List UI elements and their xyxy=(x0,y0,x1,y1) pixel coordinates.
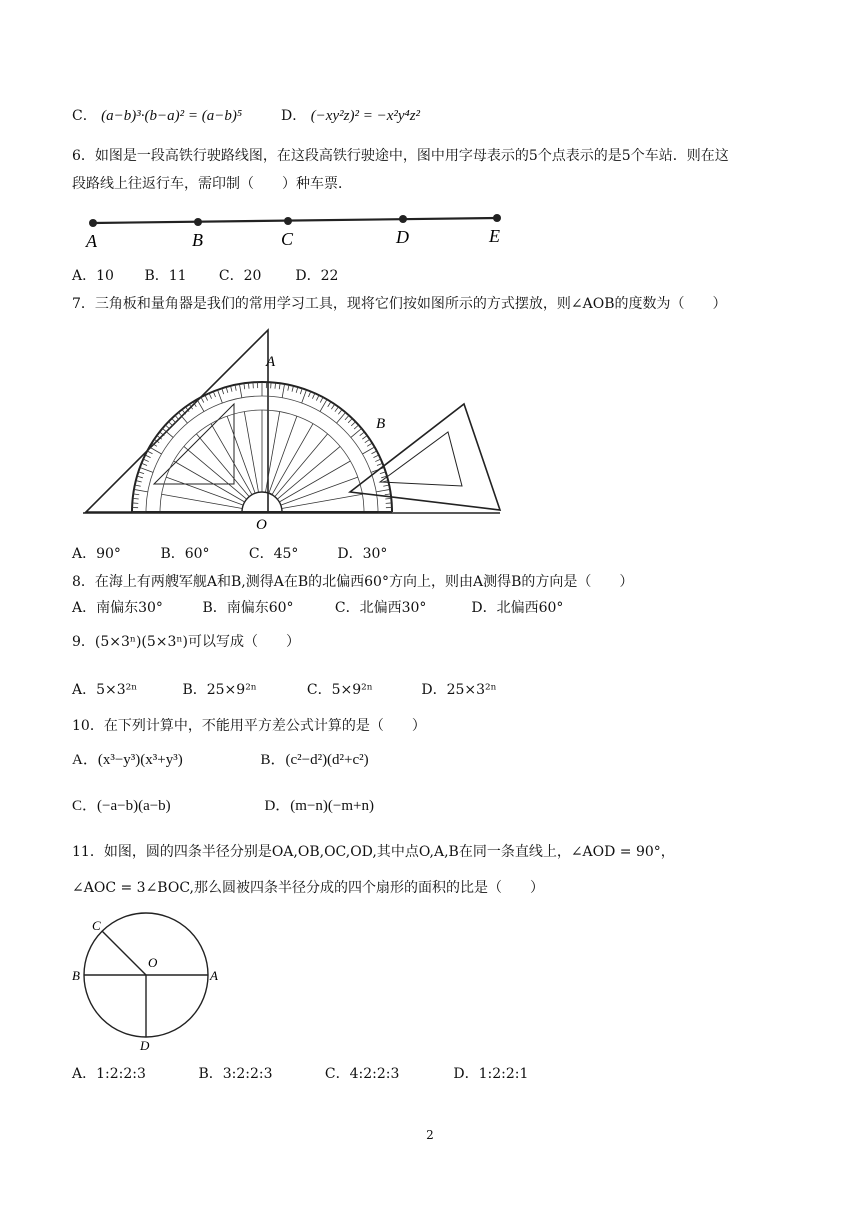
protractor-tick xyxy=(172,418,176,422)
q8-option-c[interactable]: C．北偏西30° xyxy=(334,600,427,616)
radius-oc xyxy=(102,931,146,975)
q6-option-c[interactable]: C．20 xyxy=(218,268,262,284)
protractor-triangle-figure xyxy=(80,322,510,534)
protractor-tick xyxy=(312,393,314,398)
q11-option-b[interactable]: B．3:2:2:3 xyxy=(198,1066,273,1082)
set-square-left xyxy=(86,330,268,512)
protractor-ray xyxy=(277,446,340,499)
protractor-ray xyxy=(279,461,350,502)
protractor-ray xyxy=(269,416,297,493)
q11-option-d[interactable]: D．1:2:2:1 xyxy=(453,1066,529,1082)
protractor-tick xyxy=(201,397,204,402)
set-square-left-inner xyxy=(154,404,234,484)
q11-option-c[interactable]: C．4:2:2:3 xyxy=(324,1066,400,1082)
protractor-tick xyxy=(337,412,346,423)
q6-option-b[interactable]: B．11 xyxy=(144,268,187,284)
protractor-tick xyxy=(138,472,144,474)
station-e-dot xyxy=(493,214,501,222)
protractor-tick xyxy=(226,387,228,393)
protractor-ray xyxy=(166,477,243,505)
option-c-label: C． xyxy=(72,108,97,124)
protractor-tick xyxy=(376,489,390,491)
point-o-label: O xyxy=(256,517,267,533)
q6-text-line2: 段路线上往返行车，需印制（ ）种车票． xyxy=(72,176,352,192)
protractor-tick xyxy=(351,428,362,437)
protractor-tick xyxy=(147,451,152,454)
q9-option-d[interactable]: D．25×3²ⁿ xyxy=(421,682,497,698)
q10-option-a[interactable]: A．(x³−y³)(x³+y³) xyxy=(72,752,183,768)
protractor-tick xyxy=(231,386,232,392)
option-d-expression: (−xy²z)² = −x²y⁴z² xyxy=(310,108,421,124)
protractor-tick xyxy=(175,415,179,419)
point-d-label: D xyxy=(140,1038,150,1053)
station-d-dot xyxy=(399,215,407,223)
station-e-label: E xyxy=(489,226,500,246)
protractor-tick xyxy=(135,485,141,486)
protractor-ray xyxy=(196,434,249,497)
protractor-tick xyxy=(209,393,211,398)
q6-option-a[interactable]: A．10 xyxy=(72,268,114,284)
protractor-tick xyxy=(292,386,293,392)
protractor-ray xyxy=(281,477,358,505)
protractor-tick xyxy=(143,459,148,461)
q8-option-a[interactable]: A．南偏东30° xyxy=(72,600,163,616)
point-b-label: B xyxy=(72,968,80,983)
protractor-ray xyxy=(162,494,243,508)
protractor-rays xyxy=(162,410,363,509)
protractor-ray xyxy=(282,494,363,508)
protractor-tick xyxy=(377,463,383,465)
q9-option-c[interactable]: C．5×9²ⁿ xyxy=(306,682,373,698)
protractor-ray xyxy=(184,446,247,499)
protractor-tick xyxy=(145,455,150,458)
q8-option-b[interactable]: B．南偏东60° xyxy=(202,600,294,616)
protractor-tick xyxy=(365,439,370,442)
protractor-tick xyxy=(308,391,310,397)
protractor-tick xyxy=(331,404,334,409)
q9-option-a[interactable]: A．5×3²ⁿ xyxy=(72,682,138,698)
protractor-tick xyxy=(165,425,169,429)
protractor-tick xyxy=(136,481,142,482)
protractor-tick xyxy=(354,425,358,429)
q6-options xyxy=(72,266,338,286)
protractor-tick xyxy=(367,443,372,446)
protractor-tick xyxy=(282,384,284,398)
circle-sectors-figure xyxy=(66,912,226,1056)
protractor-tick xyxy=(222,388,224,394)
protractor-tick xyxy=(348,418,352,422)
station-a-dot xyxy=(89,219,97,227)
q10-options-row2 xyxy=(72,796,374,816)
protractor-tick xyxy=(380,472,386,474)
station-c-dot xyxy=(284,217,292,225)
q9-text: 9．(5×3ⁿ)(5×3ⁿ)可以写成（ ） xyxy=(72,634,300,650)
q8-options xyxy=(72,598,563,618)
protractor-tick xyxy=(239,384,241,398)
q6-text-line1: 6．如图是一段高铁行驶路线图，在这段高铁行驶途中，图中用字母表示的5个点表示的是5个车站．则在这 xyxy=(72,148,729,164)
point-b-label: B xyxy=(376,416,386,432)
protractor-tick xyxy=(235,385,236,391)
protractor-tick xyxy=(338,410,342,415)
q10-options-row1 xyxy=(72,750,369,770)
q11-option-a[interactable]: A．1:2:2:3 xyxy=(72,1066,146,1082)
q6-option-d[interactable]: D．22 xyxy=(295,268,339,284)
protractor-tick xyxy=(360,432,365,436)
protractor-tick xyxy=(140,468,153,473)
protractor-tick xyxy=(141,463,147,465)
protractor-ray xyxy=(272,424,313,495)
protractor-ray xyxy=(275,434,328,497)
q9-option-b[interactable]: B．25×9²ⁿ xyxy=(182,682,257,698)
station-b-label: B xyxy=(192,230,203,250)
q11-text-line2: ∠AOC = 3∠BOC,那么圆被四条半径分成的四个扇形的面积的比是（ ） xyxy=(72,880,544,896)
q7-option-c[interactable]: C．45° xyxy=(248,546,299,562)
protractor-tick xyxy=(328,402,331,407)
q10-text: 10．在下列计算中，不能用平方差公式计算的是（ ） xyxy=(72,718,426,734)
station-b-dot xyxy=(194,218,202,226)
q8-text: 8．在海上有两艘军舰A和B,测得A在B的北偏西60°方向上，则由A测得B的方向是（ ） xyxy=(72,574,634,590)
protractor-tick xyxy=(375,459,380,461)
point-o-label: O xyxy=(148,955,158,970)
protractor-tick xyxy=(320,397,323,402)
protractor-tick xyxy=(300,388,302,394)
railway-line xyxy=(93,218,497,223)
protractor-tick xyxy=(362,436,367,440)
protractor-tick xyxy=(213,391,215,397)
option-c-expression: (a−b)³·(b−a)² = (a−b)⁵ xyxy=(101,108,243,124)
station-c-label: C xyxy=(281,229,294,249)
q7-options xyxy=(72,544,387,564)
protractor-tick xyxy=(288,385,289,391)
protractor-tick xyxy=(316,395,319,400)
q8-option-d[interactable]: D．北偏西60° xyxy=(471,600,564,616)
protractor-tick xyxy=(302,390,307,403)
protractor-tick xyxy=(345,415,349,419)
q10-option-c[interactable]: C．(−a−b)(a−b) xyxy=(72,798,171,814)
protractor-tick xyxy=(168,422,172,426)
set-square-right xyxy=(350,404,500,510)
protractor-tick xyxy=(296,387,298,393)
point-a-label: A xyxy=(266,354,276,370)
protractor-tick xyxy=(134,489,148,491)
point-c-label: C xyxy=(92,918,101,933)
protractor-tick xyxy=(205,395,208,400)
option-d-label: D． xyxy=(281,108,307,124)
protractor-ray xyxy=(244,412,258,493)
protractor-ray xyxy=(227,416,255,493)
protractor-tick xyxy=(383,485,389,486)
protractor-tick xyxy=(351,422,355,426)
protractor-tick xyxy=(373,455,378,458)
protractor-tick xyxy=(335,407,339,412)
station-d-label: D xyxy=(396,227,409,247)
protractor-tick xyxy=(137,476,143,478)
q10-option-d[interactable]: D．(m−n)(−m+n) xyxy=(264,798,374,814)
q11-text-line1: 11．如图，圆的四条半径分别是OA,OB,OC,OD,其中点O,A,B在同一条直线上，∠AOD = 90°， xyxy=(72,844,675,860)
q7-text: 7．三角板和量角器是我们的常用学习工具，现将它们按如图所示的方式摆放，则∠AOB的度数为（ ） xyxy=(72,296,727,312)
q7-option-a[interactable]: A．90° xyxy=(72,546,121,562)
protractor-tick xyxy=(218,390,223,403)
point-a-label: A xyxy=(210,968,218,983)
page-number: 2 xyxy=(426,1128,434,1142)
option-line-c-d xyxy=(72,106,420,126)
protractor-tick xyxy=(371,451,376,454)
railway-route-figure xyxy=(80,205,520,255)
q7-option-b[interactable]: B．60° xyxy=(160,546,210,562)
q9-options xyxy=(72,680,497,700)
q10-option-b[interactable]: B．(c²−d²)(d²+c²) xyxy=(260,752,369,768)
q11-options xyxy=(72,1064,528,1084)
q7-option-d[interactable]: D．30° xyxy=(337,546,388,562)
station-a-label: A xyxy=(86,231,97,251)
